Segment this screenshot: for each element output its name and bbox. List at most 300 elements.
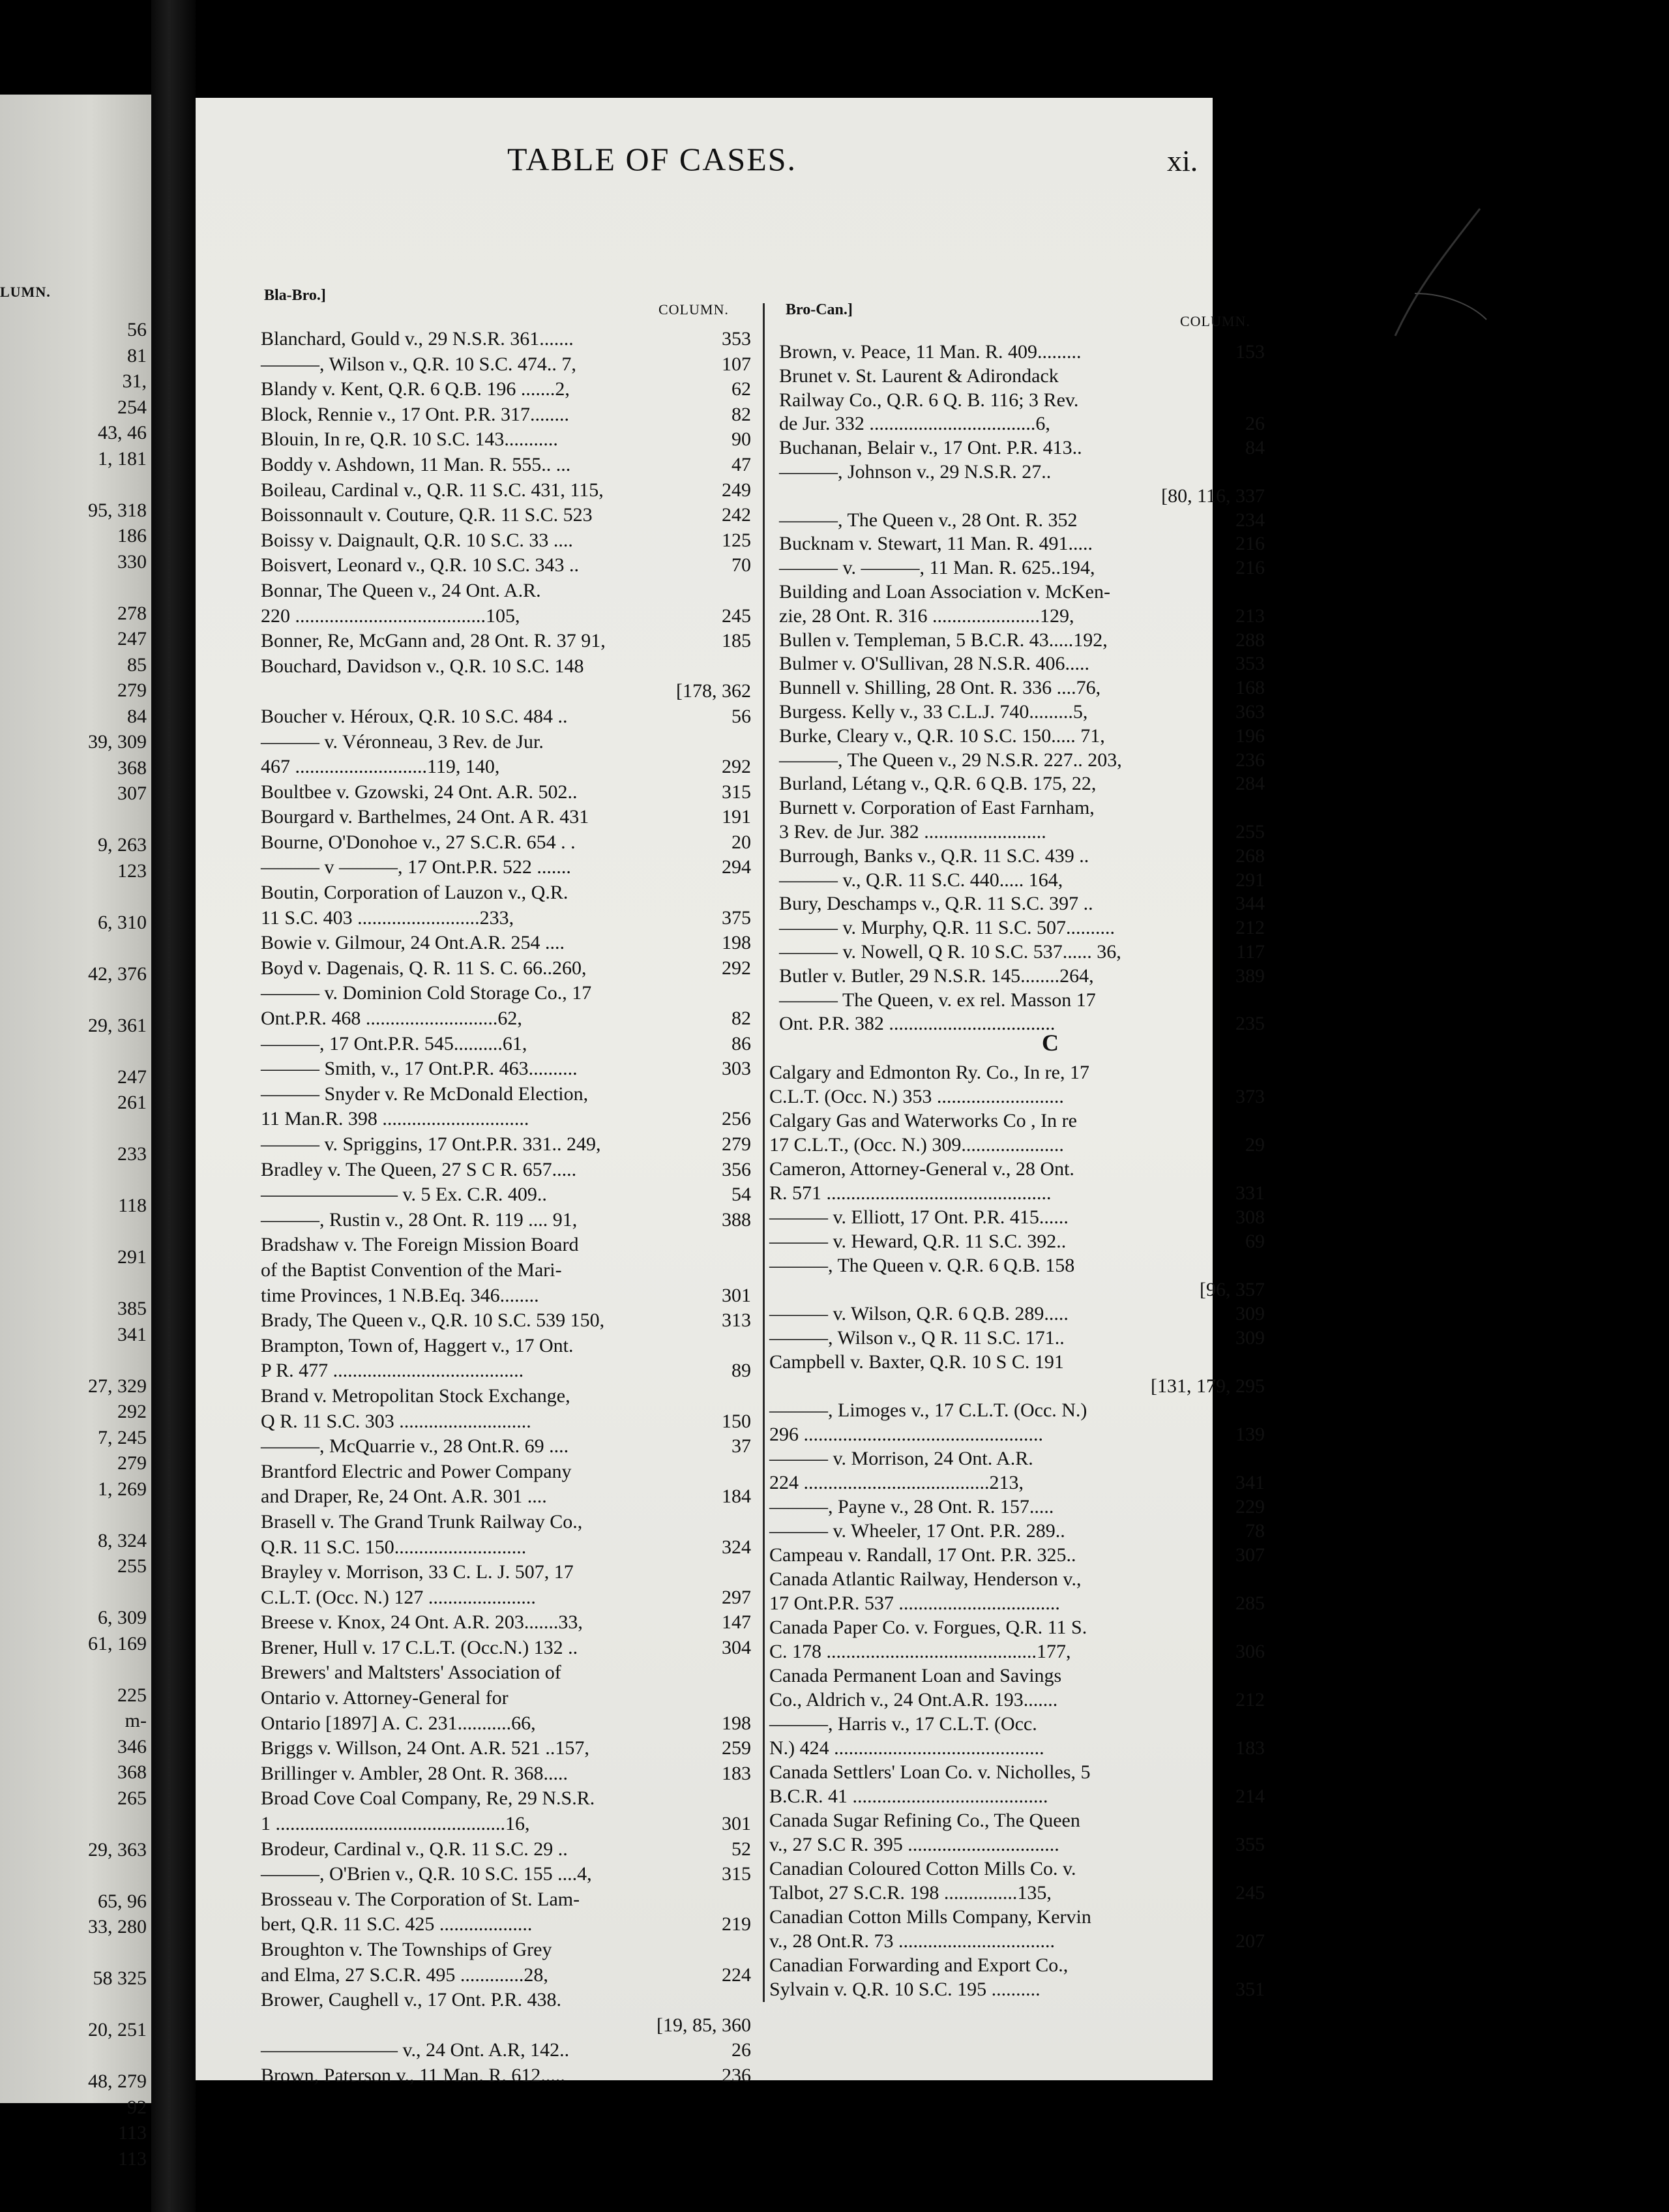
right-column-entries xyxy=(779,342,1265,1038)
adjacent-page-fragment xyxy=(0,95,151,2170)
case-entry xyxy=(261,329,751,355)
case-citation: Canada Permanent Loan and Savings xyxy=(769,1665,1062,1686)
case-entry xyxy=(261,1638,751,1664)
column-reference: 56 xyxy=(731,705,751,727)
case-citation: ———, Wilson v., Q R. 11 S.C. 171.. xyxy=(769,1327,1065,1349)
case-citation: B.C.R. 41 ........................................ xyxy=(769,1786,1048,1807)
adjacent-page-line: 385 xyxy=(117,1298,147,1319)
adjacent-page-column-label: LUMN. xyxy=(0,284,51,300)
adjacent-page-line: 6, 309 xyxy=(98,1607,147,1628)
column-reference: 191 xyxy=(722,806,751,828)
case-citation: and Elma, 27 S.C.R. 495 .............28, xyxy=(261,1964,548,1986)
case-entry xyxy=(769,1739,1265,1763)
left-column-entries xyxy=(261,329,751,2091)
hairline-mark xyxy=(1317,209,1486,339)
case-entry xyxy=(779,606,1265,631)
adjacent-page-line: 307 xyxy=(117,783,147,804)
column-reference: 389 xyxy=(1235,964,1265,987)
column-reference: 82 xyxy=(731,403,751,425)
case-entry xyxy=(769,1883,1265,1907)
column-reference: 284 xyxy=(1235,773,1265,795)
case-entry xyxy=(261,783,751,808)
column-reference: 37 xyxy=(731,1435,751,1457)
adjacent-page-line: 346 xyxy=(117,1735,147,1757)
adjacent-page-line: 1, 181 xyxy=(98,447,147,470)
case-entry xyxy=(779,991,1265,1015)
case-entry xyxy=(769,1811,1265,1835)
case-citation: Canadian Forwarding and Export Co., xyxy=(769,1954,1069,1976)
case-citation: ———, Limoges v., 17 C.L.T. (Occ. N.) xyxy=(769,1399,1087,1421)
case-entry xyxy=(779,582,1265,606)
case-entry xyxy=(261,858,751,883)
case-entry xyxy=(261,1462,751,1487)
case-entry xyxy=(779,942,1265,966)
column-reference: 216 xyxy=(1235,533,1265,555)
case-citation: Bucknam v. Stewart, 11 Man. R. 491..... xyxy=(779,533,1093,555)
adjacent-page-line: 113 xyxy=(118,2122,147,2144)
column-reference: 268 xyxy=(1235,844,1265,867)
adjacent-page-line: 330 xyxy=(117,550,147,573)
column-reference: 236 xyxy=(722,2064,751,2086)
case-entry xyxy=(261,1864,751,1890)
case-entry xyxy=(261,1412,751,1437)
case-entry xyxy=(769,1208,1265,1232)
case-citation: ———, Payne v., 28 Ont. R. 157..... xyxy=(769,1496,1054,1517)
column-reference: 324 xyxy=(722,1536,751,1558)
column-reference: 125 xyxy=(722,529,751,551)
case-entry xyxy=(261,455,751,481)
case-entry xyxy=(261,481,751,506)
column-reference: 183 xyxy=(1235,1737,1265,1759)
adjacent-page-line: 84 xyxy=(127,705,147,727)
column-reference: 235 xyxy=(1235,1013,1265,1035)
column-reference: 198 xyxy=(722,932,751,954)
case-entry xyxy=(261,1663,751,1688)
case-entry xyxy=(261,531,751,556)
case-entry xyxy=(261,1562,751,1588)
case-citation: ———, Rustin v., 28 Ont. R. 119 .... 91, xyxy=(261,1208,578,1231)
column-reference: 288 xyxy=(1235,629,1265,651)
adjacent-page-line: 7, 245 xyxy=(98,1426,147,1448)
adjacent-page-line: 292 xyxy=(117,1401,147,1422)
case-entry xyxy=(261,1235,751,1261)
case-citation: 1 ...............................................16, xyxy=(261,1813,530,1835)
case-entry xyxy=(261,1915,751,1940)
section-letter-c: C xyxy=(1042,1030,1059,1056)
case-citation: ———, Johnson v., 29 N.S.R. 27.. xyxy=(779,460,1052,483)
case-entry xyxy=(769,1401,1265,1425)
case-citation: Boissonnault v. Couture, Q.R. 11 S.C. 523 xyxy=(261,504,593,526)
case-citation: bert, Q.R. 11 S.C. 425 ................... xyxy=(261,1913,533,1936)
case-citation: Bonner, Re, McGann and, 28 Ont. R. 37 91, xyxy=(261,630,606,652)
case-entry xyxy=(261,983,751,1009)
adjacent-page-line: 279 xyxy=(117,1452,147,1474)
adjacent-page-line: 29, 361 xyxy=(88,1014,147,1036)
case-entry xyxy=(769,1570,1265,1594)
case-citation: ——— v. Spriggins, 17 Ont.P.R. 331.. 249, xyxy=(261,1133,601,1155)
adjacent-page-line: 92 xyxy=(127,2096,147,2118)
case-citation: ——— v. Véronneau, 3 Rev. de Jur. xyxy=(261,730,544,753)
case-citation: Burrough, Banks v., Q.R. 11 S.C. 439 .. xyxy=(779,844,1089,867)
adjacent-page-line: 29, 363 xyxy=(88,1838,147,1861)
column-reference: 52 xyxy=(731,1838,751,1860)
adjacent-page-line: 247 xyxy=(117,628,147,650)
case-entry xyxy=(261,833,751,858)
case-citation: Boucher v. Héroux, Q.R. 10 S.C. 484 .. xyxy=(261,705,568,727)
column-reference: 344 xyxy=(1235,893,1265,915)
case-citation: Sylvain v. Q.R. 10 S.C. 195 .......... xyxy=(769,1979,1041,2000)
column-reference: 150 xyxy=(722,1410,751,1432)
case-entry xyxy=(261,732,751,758)
adjacent-page-line: 48, 279 xyxy=(88,2070,147,2092)
adjacent-page-line: 368 xyxy=(117,1761,147,1783)
column-reference: 292 xyxy=(722,756,751,778)
case-entry xyxy=(779,846,1265,871)
case-entry xyxy=(779,1014,1265,1038)
case-citation: ———, Wilson v., Q.R. 10 S.C. 474.. 7, xyxy=(261,353,576,375)
case-entry xyxy=(779,966,1265,991)
column-reference: 236 xyxy=(1235,749,1265,771)
case-citation: Co., Aldrich v., 24 Ont.A.R. 193....... xyxy=(769,1689,1058,1711)
case-citation: Brower, Caughell v., 17 Ont. P.R. 438. xyxy=(261,1989,562,2011)
case-entry xyxy=(779,486,1265,511)
case-citation: 220 .......................................105, xyxy=(261,605,520,627)
case-citation: ———, The Queen v., 29 N.S.R. 227.. 203, xyxy=(779,749,1122,771)
case-citation: C. 178 ...........................................177, xyxy=(769,1641,1071,1662)
case-citation: Brady, The Queen v., Q.R. 10 S.C. 539 150, xyxy=(261,1309,605,1332)
case-citation: ———, The Queen v. Q.R. 6 Q.B. 158 xyxy=(769,1255,1075,1276)
adjacent-page-line: 341 xyxy=(117,1323,147,1345)
column-reference: 214 xyxy=(1235,1786,1265,1807)
adjacent-page-line: 225 xyxy=(117,1684,147,1706)
case-entry xyxy=(779,774,1265,798)
column-reference: 196 xyxy=(1235,725,1265,747)
case-citation: ——— v. Heward, Q.R. 11 S.C. 392.. xyxy=(769,1231,1067,1252)
case-entry xyxy=(261,581,751,606)
column-reference: 219 xyxy=(722,1913,751,1936)
case-citation: Canadian Cotton Mills Company, Kervin xyxy=(769,1906,1091,1928)
column-reference: 234 xyxy=(1235,509,1265,531)
case-citation: Blandy v. Kent, Q.R. 6 Q.B. 196 .......2, xyxy=(261,378,570,400)
case-entry xyxy=(769,1546,1265,1570)
adjacent-page-line: 85 xyxy=(127,653,147,676)
case-entry xyxy=(769,1956,1265,1980)
case-entry xyxy=(769,1642,1265,1666)
column-reference: 355 xyxy=(1235,1834,1265,1855)
case-citation: C.L.T. (Occ. N.) 127 ...................... xyxy=(261,1586,536,1608)
case-entry xyxy=(769,1473,1265,1497)
column-reference: [178, 362 xyxy=(676,680,751,702)
case-citation: Boileau, Cardinal v., Q.R. 11 S.C. 431, 115, xyxy=(261,479,604,501)
column-reference: 147 xyxy=(722,1611,751,1634)
case-citation: ——— v. ———, 11 Man. R. 625..194, xyxy=(779,557,1095,579)
column-reference: 306 xyxy=(1235,1641,1265,1662)
adjacent-page-line: 6, 310 xyxy=(98,911,147,933)
case-citation: Boutin, Corporation of Lauzon v., Q.R. xyxy=(261,882,569,904)
case-citation: ——— v. Wilson, Q.R. 6 Q.B. 289..... xyxy=(769,1303,1069,1324)
case-entry xyxy=(261,1361,751,1386)
case-citation: Burnett v. Corporation of East Farnham, xyxy=(779,797,1095,819)
case-citation: Butler v. Butler, 29 N.S.R. 145........264, xyxy=(779,964,1094,987)
case-entry xyxy=(261,883,751,908)
case-entry xyxy=(769,1835,1265,1859)
case-citation: Q R. 11 S.C. 303 ........................... xyxy=(261,1410,531,1432)
case-entry xyxy=(261,1084,751,1110)
column-reference: 341 xyxy=(1235,1472,1265,1493)
case-entry xyxy=(779,751,1265,775)
column-reference: 291 xyxy=(1235,869,1265,891)
adjacent-page-line: 8, 324 xyxy=(98,1529,147,1551)
column-reference: 259 xyxy=(722,1737,751,1759)
case-citation: ———, The Queen v., 28 Ont. R. 352 xyxy=(779,509,1078,531)
case-entry xyxy=(261,807,751,833)
column-reference: 184 xyxy=(722,1486,751,1508)
case-entry xyxy=(769,1859,1265,1883)
case-citation: Broughton v. The Townships of Grey xyxy=(261,1939,552,1960)
adjacent-page-line: 58 325 xyxy=(93,1967,147,1989)
case-citation: Bourgard v. Barthelmes, 24 Ont. A R. 431 xyxy=(261,806,589,828)
case-entry xyxy=(779,798,1265,822)
case-citation: ——————— v., 24 Ont. A.R, 142.. xyxy=(261,2039,570,2061)
case-entry xyxy=(779,558,1265,582)
case-entry xyxy=(261,1185,751,1210)
case-citation: P R. 477 ....................................... xyxy=(261,1360,524,1382)
case-entry xyxy=(769,1135,1265,1159)
adjacent-page-line: 291 xyxy=(117,1246,147,1268)
adjacent-page-line: 113 xyxy=(118,2147,147,2170)
adjacent-page-line: 43, 46 xyxy=(98,422,147,443)
case-entry xyxy=(779,678,1265,702)
case-entry xyxy=(261,405,751,430)
case-citation: ——— Snyder v. Re McDonald Election, xyxy=(261,1083,589,1105)
adjacent-page-line: 42, 376 xyxy=(88,963,147,985)
column-reference: 315 xyxy=(722,1863,751,1885)
case-citation: Bradley v. The Queen, 27 S C R. 657..... xyxy=(261,1158,577,1180)
adjacent-page-line: 278 xyxy=(117,602,147,624)
column-reference: 69 xyxy=(1245,1231,1265,1252)
case-citation: Breese v. Knox, 24 Ont. A.R. 203.......33, xyxy=(261,1611,583,1634)
case-citation: ——— v ———, 17 Ont.P.R. 522 ....... xyxy=(261,856,571,878)
case-entry xyxy=(779,462,1265,486)
case-citation: Brantford Electric and Power Company xyxy=(261,1460,572,1482)
case-citation: Bradshaw v. The Foreign Mission Board xyxy=(261,1234,579,1256)
case-citation: ——— v. Nowell, Q R. 10 S.C. 537...... 36, xyxy=(779,940,1121,963)
case-entry xyxy=(261,1059,751,1084)
case-citation: ——— v. Elliott, 17 Ont. P.R. 415...... xyxy=(769,1206,1069,1228)
adjacent-page-line: 56 xyxy=(127,319,147,340)
case-citation: Burgess. Kelly v., 33 C.L.J. 740.........5, xyxy=(779,700,1088,723)
case-entry xyxy=(779,438,1265,462)
column-reference: 245 xyxy=(722,605,751,627)
case-entry xyxy=(779,534,1265,558)
case-citation: Boddy v. Ashdown, 11 Man. R. 555.. ... xyxy=(261,453,571,475)
case-entry xyxy=(261,1261,751,1286)
column-reference: 249 xyxy=(722,479,751,501)
case-citation: 296 ................................................. xyxy=(769,1424,1043,1445)
case-entry xyxy=(261,1160,751,1186)
case-entry xyxy=(261,1990,751,2016)
case-citation: Bonnar, The Queen v., 24 Ont. A.R. xyxy=(261,579,541,601)
right-column-label: COLUMN. xyxy=(1180,313,1250,329)
case-entry xyxy=(779,366,1265,391)
case-citation: Buchanan, Belair v., 17 Ont. P.R. 413.. xyxy=(779,437,1082,459)
case-entry xyxy=(261,505,751,531)
case-entry xyxy=(769,1497,1265,1521)
case-entry xyxy=(779,871,1265,895)
case-citation: ——— Smith, v., 17 Ont.P.R. 463.......... xyxy=(261,1058,578,1080)
adjacent-page-line: 186 xyxy=(117,525,147,546)
case-entry xyxy=(779,654,1265,678)
column-reference: 353 xyxy=(1235,653,1265,675)
column-reference: 351 xyxy=(1235,1979,1265,2000)
column-reference: 89 xyxy=(731,1360,751,1382)
column-reference: 388 xyxy=(722,1208,751,1231)
case-entry xyxy=(261,1311,751,1336)
case-citation: 3 Rev. de Jur. 382 ......................... xyxy=(779,820,1046,843)
adjacent-page-line: 247 xyxy=(117,1066,147,1088)
case-citation: Block, Rennie v., 17 Ont. P.R. 317........ xyxy=(261,403,570,425)
column-reference: 90 xyxy=(731,428,751,451)
case-entry xyxy=(779,702,1265,726)
case-entry xyxy=(261,1688,751,1714)
case-entry xyxy=(769,1425,1265,1449)
case-citation: Brampton, Town of, Haggert v., 17 Ont. xyxy=(261,1334,574,1356)
column-reference: 315 xyxy=(722,781,751,803)
case-citation: Blanchard, Gould v., 29 N.S.R. 361....... xyxy=(261,328,574,350)
case-citation: de Jur. 332 ..................................6, xyxy=(779,413,1050,435)
case-entry xyxy=(779,391,1265,415)
case-entry xyxy=(769,1087,1265,1111)
case-citation: Bowie v. Gilmour, 24 Ont.A.R. 254 .... xyxy=(261,932,565,954)
adjacent-page-line: 123 xyxy=(117,859,147,882)
adjacent-page-line: 368 xyxy=(117,756,147,779)
case-entry xyxy=(261,1210,751,1236)
column-reference: 375 xyxy=(722,906,751,929)
case-citation: Boyd v. Dagenais, Q. R. 11 S. C. 66..260, xyxy=(261,957,587,979)
case-citation: Brosseau v. The Corporation of St. Lam- xyxy=(261,1888,580,1910)
column-reference: 62 xyxy=(731,378,751,400)
case-entry xyxy=(779,631,1265,655)
column-reference: 70 xyxy=(731,554,751,576)
column-reference: 308 xyxy=(1235,1206,1265,1228)
column-reference: 242 xyxy=(722,504,751,526)
case-entry xyxy=(769,1280,1265,1304)
case-entry xyxy=(769,1232,1265,1256)
adjacent-page-line: 261 xyxy=(117,1092,147,1113)
case-citation: Bullen v. Templeman, 5 B.C.R. 43.....192, xyxy=(779,629,1108,651)
case-entry xyxy=(261,1840,751,1865)
case-entry xyxy=(261,657,751,682)
adjacent-page-line: 9, 263 xyxy=(98,834,147,856)
case-entry xyxy=(769,1907,1265,1932)
case-entry xyxy=(261,380,751,405)
case-citation: Brodeur, Cardinal v., Q.R. 11 S.C. 29 .. xyxy=(261,1838,568,1860)
adjacent-page-line: 255 xyxy=(117,1555,147,1577)
case-citation: Railway Co., Q.R. 6 Q. B. 116; 3 Rev. xyxy=(779,389,1079,411)
case-citation: Boissy v. Daignault, Q.R. 10 S.C. 33 .... xyxy=(261,529,573,551)
column-reference: [80, 116, 337 xyxy=(1161,485,1265,507)
column-reference: 26 xyxy=(1245,413,1265,435)
case-citation: v., 27 S.C R. 395 ............................... xyxy=(769,1834,1059,1855)
adjacent-page-line: 20, 251 xyxy=(88,2019,147,2040)
column-reference: 29 xyxy=(1245,1134,1265,1156)
case-entry xyxy=(779,894,1265,918)
case-entry xyxy=(779,726,1265,751)
case-entry xyxy=(261,556,751,581)
case-citation: Canada Atlantic Railway, Henderson v., xyxy=(769,1568,1082,1590)
case-citation: ——— v. Murphy, Q.R. 11 S.C. 507.......... xyxy=(779,917,1115,939)
column-reference: 245 xyxy=(1235,1882,1265,1904)
case-entry xyxy=(261,1437,751,1462)
column-reference: 292 xyxy=(722,957,751,979)
adjacent-page-line: 81 xyxy=(127,344,147,366)
case-entry xyxy=(261,1714,751,1739)
column-divider xyxy=(763,303,765,2002)
case-citation: Brewers' and Maltsters' Association of xyxy=(261,1662,561,1684)
case-entry xyxy=(769,1063,1265,1087)
case-citation: Brillinger v. Ambler, 28 Ont. R. 368..... xyxy=(261,1762,568,1784)
left-column-range: Bla-Bro.] xyxy=(264,287,326,304)
case-entry xyxy=(261,1386,751,1412)
case-entry xyxy=(769,1690,1265,1714)
case-entry xyxy=(769,1787,1265,1811)
case-entry xyxy=(769,1377,1265,1401)
case-entry xyxy=(261,1965,751,1991)
case-citation: ———, McQuarrie v., 28 Ont.R. 69 .... xyxy=(261,1435,569,1457)
case-entry xyxy=(261,1538,751,1563)
case-citation: Calgary Gas and Waterworks Co , In re xyxy=(769,1110,1077,1131)
case-citation: ———, O'Brien v., Q.R. 10 S.C. 155 ....4, xyxy=(261,1863,592,1885)
case-citation: 11 S.C. 403 .........................233, xyxy=(261,906,514,929)
case-citation: Brown, v. Peace, 11 Man. R. 409......... xyxy=(779,341,1082,363)
column-reference: 84 xyxy=(1245,437,1265,459)
case-entry xyxy=(769,1666,1265,1690)
column-reference: 373 xyxy=(1235,1086,1265,1107)
adjacent-page-line: 233 xyxy=(117,1143,147,1165)
case-entry xyxy=(769,1256,1265,1280)
column-reference: 183 xyxy=(722,1762,751,1784)
case-entry xyxy=(769,1932,1265,1956)
case-citation: 17 Ont.P.R. 537 ................................. xyxy=(769,1592,1060,1614)
case-citation: Campeau v. Randall, 17 Ont. P.R. 325.. xyxy=(769,1544,1076,1566)
column-reference: 363 xyxy=(1235,700,1265,723)
case-citation: Canadian Coloured Cotton Mills Co. v. xyxy=(769,1858,1076,1879)
case-entry xyxy=(769,1159,1265,1184)
column-reference: 297 xyxy=(722,1586,751,1608)
case-entry xyxy=(779,511,1265,535)
case-entry xyxy=(769,1304,1265,1328)
case-entry xyxy=(779,342,1265,366)
column-reference: 107 xyxy=(722,353,751,375)
column-reference: 213 xyxy=(1235,605,1265,627)
case-entry xyxy=(261,1588,751,1613)
case-citation: Brand v. Metropolitan Stock Exchange, xyxy=(261,1384,570,1407)
case-entry xyxy=(261,2016,751,2041)
case-entry xyxy=(769,1714,1265,1739)
case-citation: R. 571 .............................................. xyxy=(769,1182,1052,1204)
case-citation: N.) 424 ........................................... xyxy=(769,1737,1044,1759)
case-citation: v., 28 Ont.R. 73 ................................ xyxy=(769,1930,1056,1952)
case-citation: Bunnell v. Shilling, 28 Ont. R. 336 ....76, xyxy=(779,677,1101,699)
column-reference: 294 xyxy=(722,856,751,878)
left-column-label: COLUMN. xyxy=(658,301,729,318)
case-entry xyxy=(261,707,751,732)
column-reference: [19, 85, 360 xyxy=(657,2014,751,2036)
case-entry xyxy=(779,414,1265,438)
column-reference: 313 xyxy=(722,1309,751,1332)
case-citation: Q.R. 11 S.C. 150........................... xyxy=(261,1536,527,1558)
case-citation: ———, Harris v., 17 C.L.T. (Occ. xyxy=(769,1713,1037,1735)
